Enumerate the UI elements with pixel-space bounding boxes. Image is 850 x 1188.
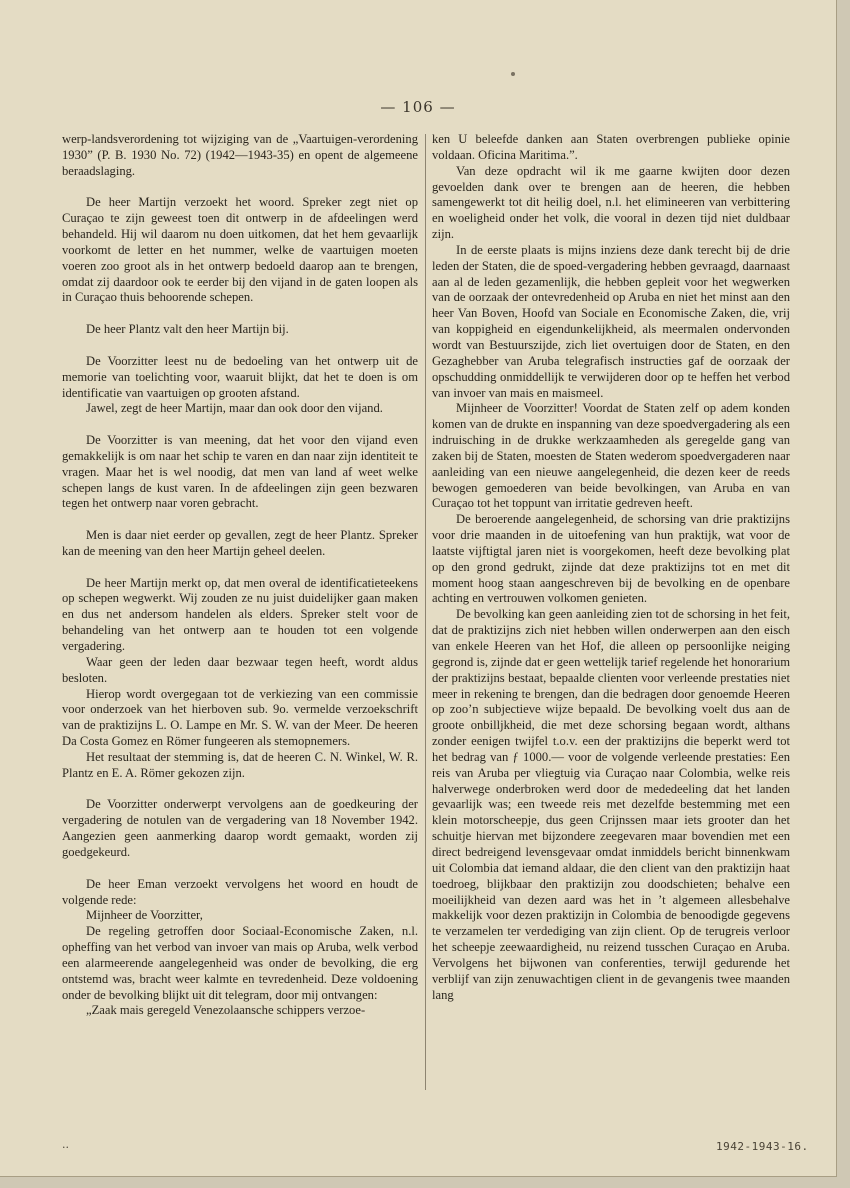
paragraph: Mijnheer de Voorzitter! Voordat de Staten zelf op adem konden komen van de drukte en inspanning van deze spoedvergadering als een indruisching in de drukke werkzaamheden als geregelde gang van zaken bij de Staten, moesten de Staten wederom spoedvergaderen naar aanleiding van een nieuwe aangelegenheid, die dezen keer de reeds bewogen gemoederen van beide bevolkingen, van Aruba en van Curaçao tot het toppunt van irritatie gedreven heeft. <box>432 401 790 511</box>
paragraph: „Zaak mais geregeld Venezolaansche schippers verzoe- <box>86 1003 366 1018</box>
page-number: — 106 — <box>380 98 456 116</box>
column-divider <box>425 134 426 1090</box>
paragraph: Hierop wordt overgegaan tot de verkiezing van een commissie voor onderzoek van het hierboven sub. 9o. vermelde verzoekschrift van de praktizijns L. O. Lampe en Mr. S. W. van der Meer. De heeren Da Costa Gomez en Römer fungeeren als stemopnemers. <box>62 686 418 749</box>
paragraph: werp-landsverordening tot wijziging van de „Vaartuigen-verordening 1930” (P. B. 1930 No. 72) (1942—1943-35) en opent de algemeene beraadslaging. <box>62 132 418 178</box>
right-column <box>432 132 790 1003</box>
paragraph: De heer Plantz valt den heer Martijn bij. <box>86 322 289 337</box>
paragraph: Men is daar niet eerder op gevallen, zegt de heer Plantz. Spreker kan de meening van den heer Martijn geheel deelen. <box>62 528 418 558</box>
left-column <box>62 132 418 1019</box>
paragraph: De heer Martijn verzoekt het woord. Spreker zegt niet op Curaçao te zijn geweest toen dit ontwerp in de afdeelingen werd behandeld. Hij wil daarom nu doen uitkomen, dat het hem gevaarlijk voorkomt de letter en het nummer, welke de vaartuigen moeten voeren zoo groot als in het ontwerp bedoeld daarop aan te brengen, omdat zij daardoor ook te eerder bij den vijand in de gaten loopen als in Curaçao thuis behoorende schepen. <box>62 195 418 305</box>
paragraph: De Voorzitter is van meening, dat het voor den vijand even gemakkelijk is om naar het schip te varen en dan naar zijn identiteit te vragen. Maar het is wel noodig, dat men van land af weet welke schepen langs de kust varen. In de afdeelingen zijn geen bezwaren tegen het ontwerp naar voren gebracht. <box>62 433 418 511</box>
paragraph: In de eerste plaats is mijns inziens deze dank terecht bij de drie leden der Staten, die de spoed-vergadering hebben gevraagd, daarnaast aan al de leden gezamenlijk, die hebben gepleit voor het wegwerken van de oorzaak der ontevredenheid op Aruba en niet het minst aan den heer Van Boven, Hoofd van Sociale en Economische Zaken, die, vrij van koppigheid en eigendunkelijkheid, als meermalen ondervonden wordt van Bestuurszijde, zich liet overtuigen door de Staten, en den Gezaghebber van Aruba telegrafisch instructies gaf de oorzaak der opschudding onmiddellijk te verwijderen door op te heffen het verbod van invoer van mais en maismeel. <box>432 242 790 400</box>
paragraph: De bevolking kan geen aanleiding zien tot de schorsing in het feit, dat de praktizijns zich niet hebben willen onderwerpen aan den eisch van enkele Heeren van het Hof, die alleen op persoonlijke neiging gegrond is, zijnde dat er geen wettelijk tarief regelende het honorarium der praktizijns bestaat, bepaalde clienten voor verleende prestaties niet meer in rekening te brengen, dan die bedragen door genoemde Heeren op zoo’n subjectieve wijze bepaald. De bevolking voelt dus aan de groote onbilljkheid, die met deze schorsing begaan wordt, althans zonder eenigen twijfel t.o.v. een der praktizijns die beperkt werd tot het bedrag van ƒ 1000.— voor de volgende verleende prestaties: Een reis van Aruba per vliegtuig via Curaçao naar Colombia, welke reis halverwege onderbroken werd door de mededeeling dat het landen gevaarlijk was; een tweede reis met dezelfde bestemming met een klein motorscheepje, dus geen Crijnssen maar iets grooter dan het schuitje hiervan met bijzondere zeegevaren maar bovendien met een direct bedreigend levensgevaar omdat inmiddels bericht binnenkwam uit Colombia dat iemand aldaar, die den client van den praktizijn haat toedroeg, blijkbaar den praktizijn zou doodschieten; behalve een moeilijkheid van dezen aard was het in ’t algemeen allesbehalve makkelijk voor dezen praktizijn in Colombia de benoodigde gegevens te verzamelen ter verdediging van zijn client. Op de terugreis verloor het scheepje zeewaardigheid, nu reizend tusschen Curaçao en Aruba. Vervolgens het bijwonen van conferenties, terwijl gedurende het verblijf van zijn zenuwachtigen client in de gevangenis twee maanden lang <box>432 607 790 1002</box>
paragraph: De heer Eman verzoekt vervolgens het woord en houdt de volgende rede: <box>62 876 418 907</box>
paragraph: De beroerende aangelegenheid, de schorsing van drie praktizijns voor drie maanden in de uitoefening van hun praktijk, wat voor de laatste vijftigtal jaren niet is voorgekomen, heeft deze bevolking plat op den grond gedrukt, zijnde dat deze praktizijns tot en met dit moment hoog staan aangeschreven bij de bevolking en de openbare achting en vertrouwen volkomen genieten. <box>432 512 790 606</box>
paragraph: De heer Martijn merkt op, dat men overal de identificatieteekens op schepen wegwerkt. Wij zouden ze nu juist duidelijker gaan maken en dus net andersom handelen als elders. Spreker stelt voor de behandeling van het ontwerp aan te houden tot een volgende vergadering. <box>62 575 418 653</box>
paragraph: De regeling getroffen door Sociaal-Economische Zaken, n.l. opheffing van het verbod van invoer van mais op Aruba, welk verbod een alarmeerende aangelegenheid was onder de bevolking, die erg ontstemd was, bracht weer kalmte en tevredenheid. Deze voldoening onder de bevolking blijkt uit dit telegram, door mij ontvangen: <box>62 924 418 1002</box>
paragraph: Waar geen der leden daar bezwaar tegen heeft, wordt aldus besloten. <box>62 654 418 685</box>
archive-code: 1942-1943-16. <box>716 1140 809 1153</box>
paragraph: Het resultaat der stemming is, dat de heeren C. N. Winkel, W. R. Plantz en E. A. Römer gekozen zijn. <box>62 749 418 780</box>
footer-marks: .. <box>62 1138 69 1151</box>
paragraph: De Voorzitter onderwerpt vervolgens aan de goedkeuring der vergadering de notulen van de vergadering van 18 November 1942. Aangezien geen aanmerking daarop wordt gemaakt, worden zij goedgekeurd. <box>62 797 418 859</box>
paragraph: De Voorzitter leest nu de bedoeling van het ontwerp uit de memorie van toelichting voor, waaruit blijkt, dat het te doen is om identificatie van vaartuigen op grooten afstand. <box>62 353 418 400</box>
paragraph: Van deze opdracht wil ik me gaarne kwijten door dezen gevoelden dank over te brengen aan de heeren, die hebben samengewerkt tot dit heilig doel, n.l. het elimineeren van verbittering en woeligheid onder het volk, die vooral in dezen tijd niet duldbaar zijn. <box>432 163 790 242</box>
paragraph: ken U beleefde danken aan Staten overbrengen publieke opinie voldaan. Oficina Maritima.”. <box>432 132 790 162</box>
paragraph: Jawel, zegt de heer Martijn, maar dan ook door den vijand. <box>86 401 383 416</box>
paragraph: Mijnheer de Voorzitter, <box>86 908 203 923</box>
paper-speck <box>511 72 515 76</box>
